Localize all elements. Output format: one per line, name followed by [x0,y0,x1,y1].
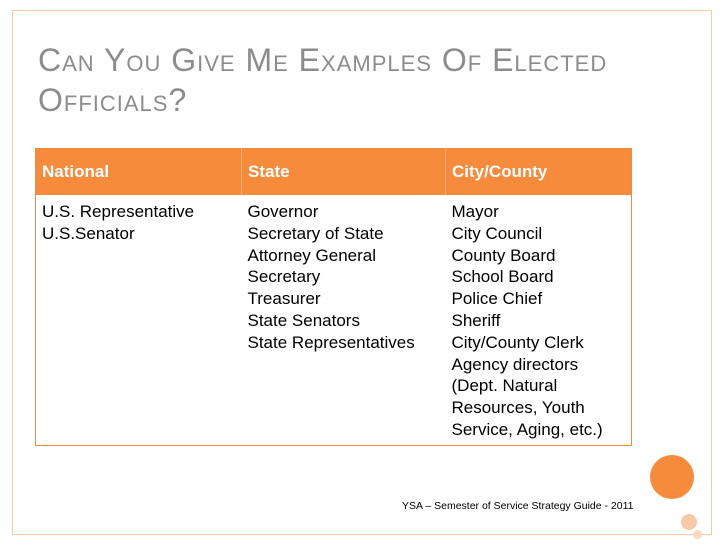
header-state: State [242,149,446,196]
city-county-item: Agency directors [451,354,579,374]
title-line-1: Can You Give Me Examples Of Elected [38,42,608,78]
city-county-item: Mayor [451,202,499,221]
decorative-circle-large [650,455,694,499]
city-county-item: Resources, Youth [451,398,585,418]
table-row [36,195,632,445]
state-item: State Senators [247,310,360,330]
decorative-circle-small [681,514,697,530]
national-item: U.S. Representative [42,202,195,221]
city-county-item: School Board [451,267,554,287]
city-county-item: Service, Aging, etc.) [451,419,603,439]
state-item: Treasurer [247,289,321,309]
city-county-item: Sheriff [451,310,501,330]
table-header-row [36,149,632,196]
slide-title [38,40,678,120]
city-county-item: County Board [451,245,556,265]
city-county-item: Police Chief [451,289,543,309]
national-cell [36,195,242,445]
title-line-2: Officials? [38,82,188,118]
state-item: Attorney General [247,245,377,265]
city-county-item: City/County Clerk [451,332,584,352]
state-item: Secretary of State [247,223,384,243]
city-county-item: City Council [451,223,543,243]
officials-table [35,148,632,446]
national-item: U.S.Senator [42,223,135,243]
footer-text: YSA – Semester of Service Strategy Guide - 2011 [402,500,634,512]
city-county-cell [446,195,632,445]
city-county-item: (Dept. Natural [451,376,558,396]
header-national: National [36,149,242,196]
state-cell [242,195,446,445]
state-item: Governor [247,202,319,221]
header-city-county: City/County [446,149,632,196]
state-item: Secretary [247,267,321,287]
decorative-circle-tiny [693,530,702,539]
state-item: State Representatives [247,332,415,352]
